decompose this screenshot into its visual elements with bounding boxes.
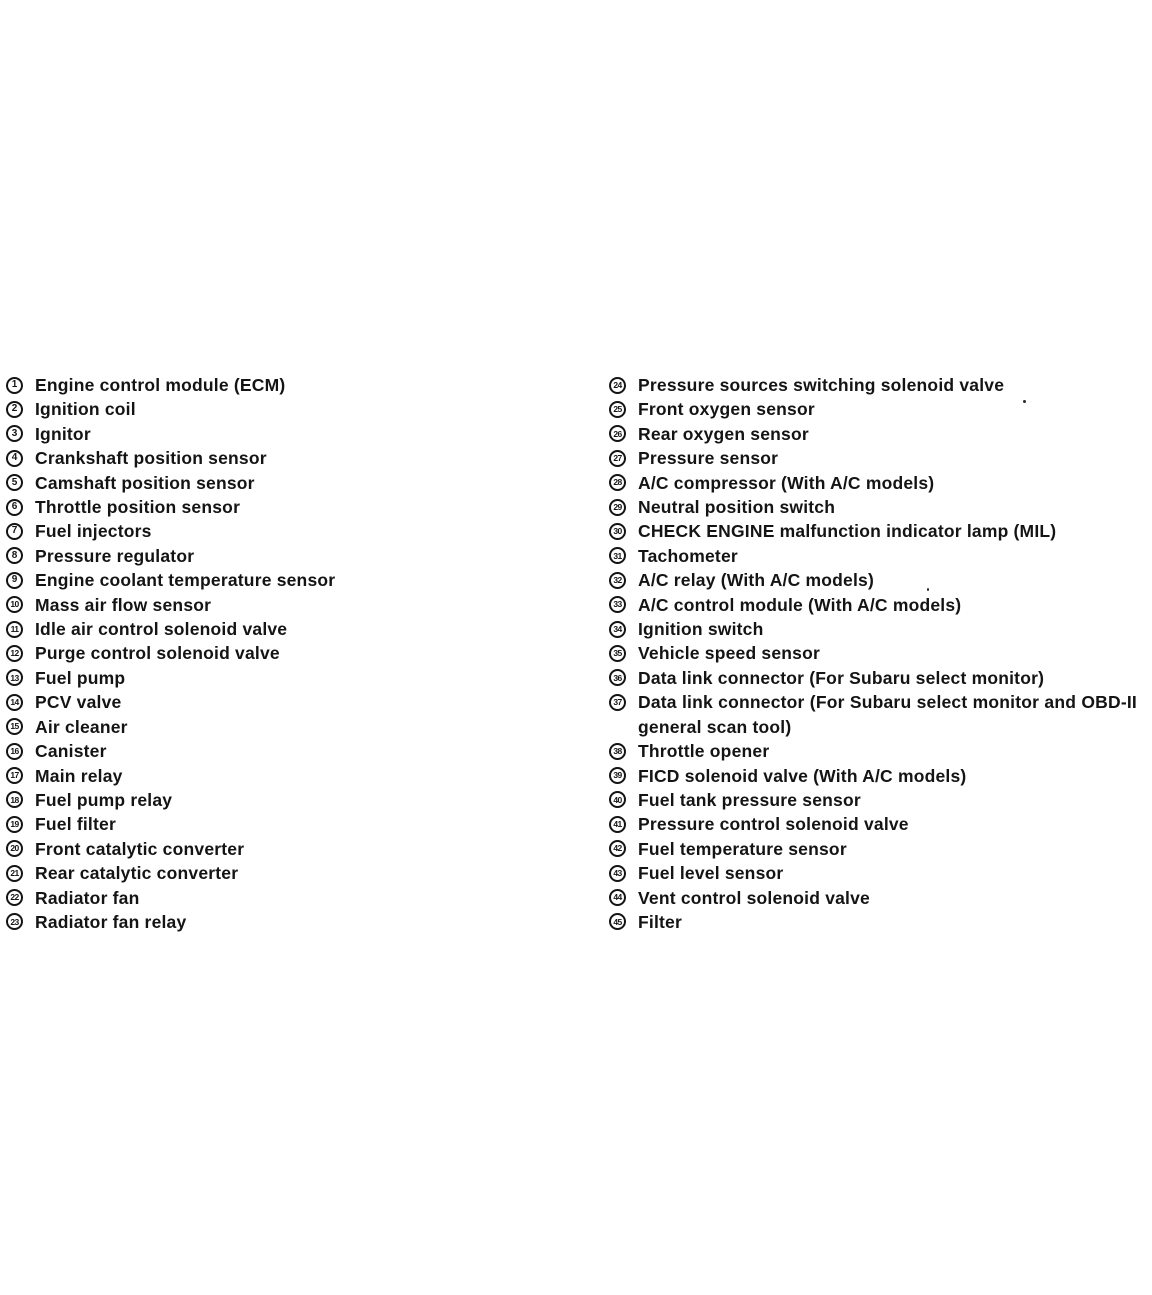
item-label: Filter	[638, 911, 682, 932]
item-number-badge: 45	[609, 913, 626, 930]
item-number-badge: 42	[609, 840, 626, 857]
item-number-badge: 15	[6, 718, 23, 735]
legend-item	[6, 861, 581, 885]
item-label: Fuel pump	[35, 667, 126, 688]
item-label: Main relay	[35, 765, 123, 786]
item-label: Vent control solenoid valve	[638, 887, 870, 908]
item-label: A/C relay (With A/C models)	[638, 570, 875, 591]
legend-item	[6, 886, 581, 910]
item-number-badge: 18	[6, 791, 23, 808]
item-label: Fuel temperature sensor	[638, 838, 847, 859]
legend-item	[6, 788, 581, 812]
legend-item	[609, 788, 1137, 812]
item-label: Crankshaft position sensor	[35, 448, 267, 469]
item-label: Purge control solenoid valve	[35, 643, 280, 664]
legend-item	[6, 812, 581, 836]
item-label: Front catalytic converter	[35, 838, 245, 859]
legend-item	[6, 397, 581, 421]
item-label: Ignitor	[35, 423, 91, 444]
item-number-badge: 11	[6, 621, 23, 638]
item-number-badge: 1	[6, 377, 23, 394]
item-number-badge: 40	[609, 791, 626, 808]
item-label: Throttle opener	[638, 741, 770, 762]
legend-item	[609, 886, 1137, 910]
item-number-badge: 17	[6, 767, 23, 784]
item-number-badge: 9	[6, 572, 23, 589]
legend-item	[609, 593, 1137, 617]
item-number-badge: 29	[609, 499, 626, 516]
item-number-badge: 6	[6, 499, 23, 516]
item-label: Radiator fan relay	[35, 911, 187, 932]
legend-item	[609, 373, 1137, 397]
item-label: PCV valve	[35, 692, 122, 713]
item-label: A/C compressor (With A/C models)	[638, 472, 935, 493]
legend-item	[6, 690, 581, 714]
item-number-badge: 13	[6, 669, 23, 686]
legend-item	[6, 617, 581, 641]
item-number-badge: 34	[609, 621, 626, 638]
item-number-badge: 20	[6, 840, 23, 857]
legend-item	[6, 593, 581, 617]
item-number-badge: 23	[6, 913, 23, 930]
item-label: Canister	[35, 741, 107, 762]
item-number-badge: 12	[6, 645, 23, 662]
item-number-badge: 36	[609, 669, 626, 686]
item-number-badge: 37	[609, 694, 626, 711]
item-number-badge: 43	[609, 865, 626, 882]
item-label: Camshaft position sensor	[35, 472, 255, 493]
item-number-badge: 39	[609, 767, 626, 784]
item-number-badge: 32	[609, 572, 626, 589]
item-label: Fuel level sensor	[638, 863, 784, 884]
item-label: Fuel injectors	[35, 521, 152, 542]
item-number-badge: 25	[609, 401, 626, 418]
legend-item	[609, 544, 1137, 568]
legend-item	[6, 471, 581, 495]
item-number-badge: 16	[6, 743, 23, 760]
legend-item	[609, 690, 1137, 739]
legend-item	[6, 715, 581, 739]
item-label: CHECK ENGINE malfunction indicator lamp (MIL)	[638, 521, 1057, 542]
legend-item	[609, 495, 1137, 519]
legend-item	[6, 495, 581, 519]
item-number-badge: 24	[609, 377, 626, 394]
legend-item	[609, 837, 1137, 861]
item-number-badge: 27	[609, 450, 626, 467]
scan-speck	[927, 588, 929, 591]
legend-item	[609, 910, 1137, 934]
legend-item	[609, 471, 1137, 495]
item-label: Fuel tank pressure sensor	[638, 789, 861, 810]
legend-item	[6, 373, 581, 397]
item-label: Pressure sources switching solenoid valve	[638, 375, 1005, 395]
legend-item	[609, 568, 1137, 592]
item-label: Vehicle speed sensor	[638, 643, 821, 664]
legend-item	[6, 739, 581, 763]
item-number-badge: 10	[6, 596, 23, 613]
item-number-badge: 19	[6, 816, 23, 833]
item-label: Ignition coil	[35, 399, 136, 420]
legend-item	[6, 519, 581, 543]
item-label: Data link connector (For Subaru select monitor and OBD-II general scan tool)	[638, 692, 1137, 737]
legend-item	[609, 739, 1137, 763]
item-label: Rear oxygen sensor	[638, 423, 809, 444]
item-label: FICD solenoid valve (With A/C models)	[638, 765, 967, 786]
item-number-badge: 31	[609, 547, 626, 564]
item-number-badge: 3	[6, 425, 23, 442]
item-label: Ignition switch	[638, 619, 764, 640]
item-number-badge: 30	[609, 523, 626, 540]
item-number-badge: 26	[609, 425, 626, 442]
item-number-badge: 7	[6, 523, 23, 540]
item-label: Air cleaner	[35, 716, 128, 737]
legend-item	[609, 666, 1137, 690]
item-number-badge: 8	[6, 547, 23, 564]
item-label: Neutral position switch	[638, 497, 836, 518]
legend-item	[6, 422, 581, 446]
item-number-badge: 28	[609, 474, 626, 491]
legend-item	[6, 544, 581, 568]
item-label: Front oxygen sensor	[638, 399, 815, 420]
legend-item	[6, 764, 581, 788]
item-label: Engine control module (ECM)	[35, 375, 286, 395]
item-number-badge: 4	[6, 450, 23, 467]
item-number-badge: 33	[609, 596, 626, 613]
item-label: Radiator fan	[35, 887, 140, 908]
item-label: Engine coolant temperature sensor	[35, 570, 336, 591]
item-number-badge: 21	[6, 865, 23, 882]
item-number-badge: 41	[609, 816, 626, 833]
legend-item	[609, 397, 1137, 421]
legend-item	[609, 617, 1137, 641]
legend-item	[6, 837, 581, 861]
item-label: Fuel pump relay	[35, 789, 173, 810]
item-label: Data link connector (For Subaru select monitor)	[638, 667, 1045, 688]
legend-item	[609, 861, 1137, 885]
legend-item	[609, 422, 1137, 446]
legend-column-right	[609, 373, 1137, 934]
legend-item	[6, 446, 581, 470]
legend-item	[6, 666, 581, 690]
legend-item	[609, 764, 1137, 788]
item-number-badge: 44	[609, 889, 626, 906]
legend-item	[609, 446, 1137, 470]
item-label: Mass air flow sensor	[35, 594, 212, 615]
item-label: Tachometer	[638, 545, 738, 566]
item-label: A/C control module (With A/C models)	[638, 594, 962, 615]
legend-item	[6, 910, 581, 934]
item-number-badge: 22	[6, 889, 23, 906]
item-label: Rear catalytic converter	[35, 863, 239, 884]
legend-item	[609, 641, 1137, 665]
legend-item	[609, 519, 1137, 543]
item-label: Fuel filter	[35, 814, 116, 835]
item-label: Idle air control solenoid valve	[35, 619, 288, 640]
scan-speck	[1023, 400, 1026, 403]
item-number-badge: 14	[6, 694, 23, 711]
legend-item	[6, 641, 581, 665]
item-label: Pressure control solenoid valve	[638, 814, 909, 835]
item-label: Throttle position sensor	[35, 497, 241, 518]
item-label: Pressure regulator	[35, 545, 195, 566]
legend-column-left	[6, 373, 581, 934]
legend-item	[609, 812, 1137, 836]
item-number-badge: 2	[6, 401, 23, 418]
legend-item	[6, 568, 581, 592]
item-number-badge: 38	[609, 743, 626, 760]
item-number-badge: 5	[6, 474, 23, 491]
item-number-badge: 35	[609, 645, 626, 662]
item-label: Pressure sensor	[638, 448, 779, 469]
